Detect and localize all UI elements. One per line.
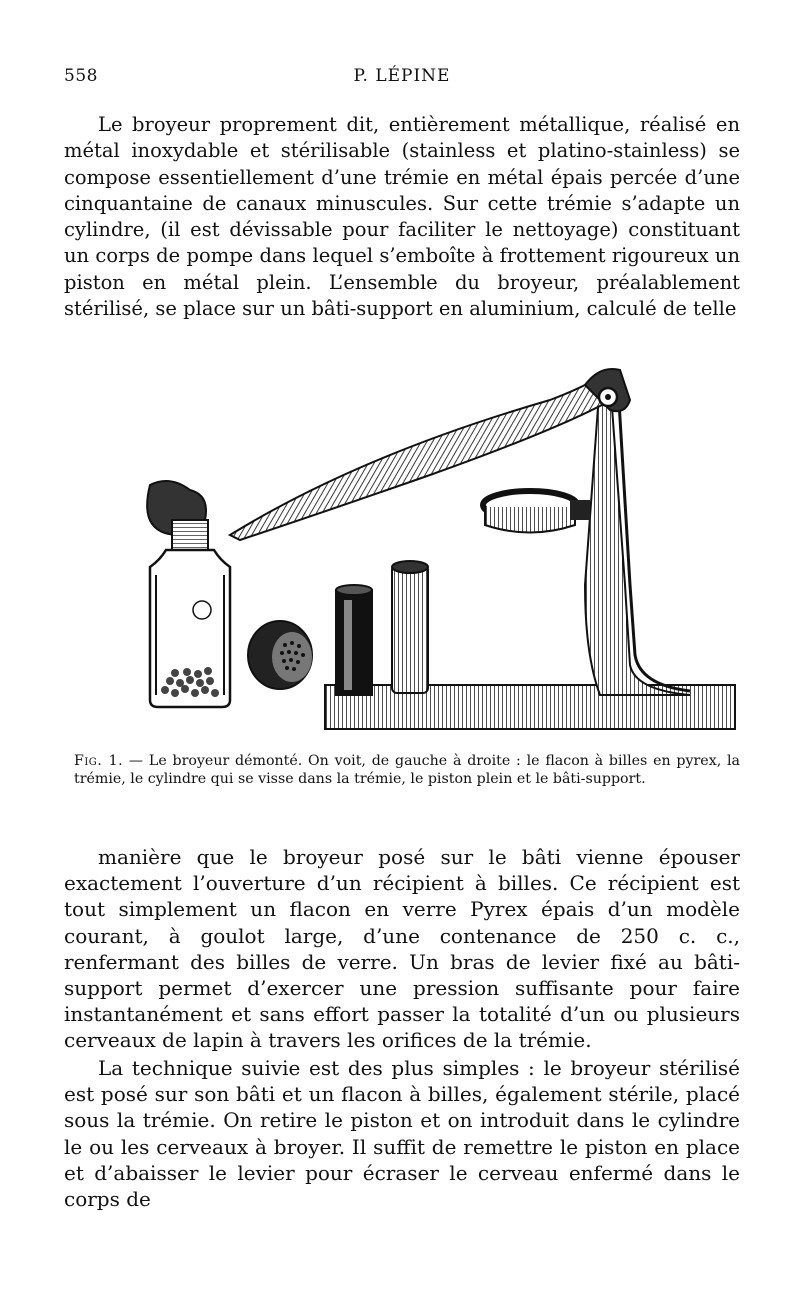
piston <box>392 561 428 693</box>
page-header <box>64 66 740 94</box>
cylinder <box>336 585 372 695</box>
figure-caption <box>74 753 740 788</box>
figure-label: Fig. 1. <box>74 753 124 769</box>
support-upright <box>585 380 690 695</box>
tremie-disc <box>248 621 312 689</box>
flask-with-beads <box>147 481 230 707</box>
paragraph-2: manière que le broyeur posé sur le bâti vienne épouser exactement l’ouverture d’un récipient à billes. Ce récipient est tout simplement un flacon en verre Pyrex épais d’un modèle courant, à goulot large, d’une contenance de 250 c. c., renfermant des billes de verre. Un bras de levier fixé au bâti-support permet d’exercer une pression suffisante pour faire instantanément et sans effort passer la totalité d’un ou plusieurs cerveaux de lapin à travers les orifices de la trémie. <box>64 845 740 1053</box>
ring-holder <box>483 491 590 533</box>
figure-illustration <box>130 355 740 745</box>
paragraph-1: Le broyeur proprement dit, entièrement métallique, réalisé en métal inoxydable et stérilisable (stainless et platino-stainless) se compose essentiellement d’une trémie en métal épais percée d’une cinquantaine de canaux minuscules. Sur cette trémie s’adapte un cylindre, (il est dévissable pour faciliter le nettoyage) constituant un corps de pompe dans lequel s’emboîte à frottement rigoureux un piston en métal plein. L’ensemble du broyeur, préalablement stérilisé, se place sur un bâti-support en aluminium, calculé de telle <box>64 113 740 321</box>
paragraph-3: La technique suivie est des plus simples : le broyeur stérilisé est posé sur son bâti et un flacon à billes, également stérile, placé sous la trémie. On retire le piston et on introduit dans le cylindre le ou les cerveaux à broyer. Il suffit de remettre le piston en place et d’abaisser le levier pour écraser le cerveau enfermé dans le corps de <box>64 1056 740 1212</box>
figure-caption-text: — Le broyeur démonté. On voit, de gauche à droite : le flacon à billes en pyrex, la trémie, le cylindre qui se visse dans la trémie, le piston plein et le bâti-support. <box>74 753 740 787</box>
running-head: P. LÉPINE <box>353 66 451 86</box>
support-base <box>325 685 735 729</box>
page-number: 558 <box>64 66 98 86</box>
